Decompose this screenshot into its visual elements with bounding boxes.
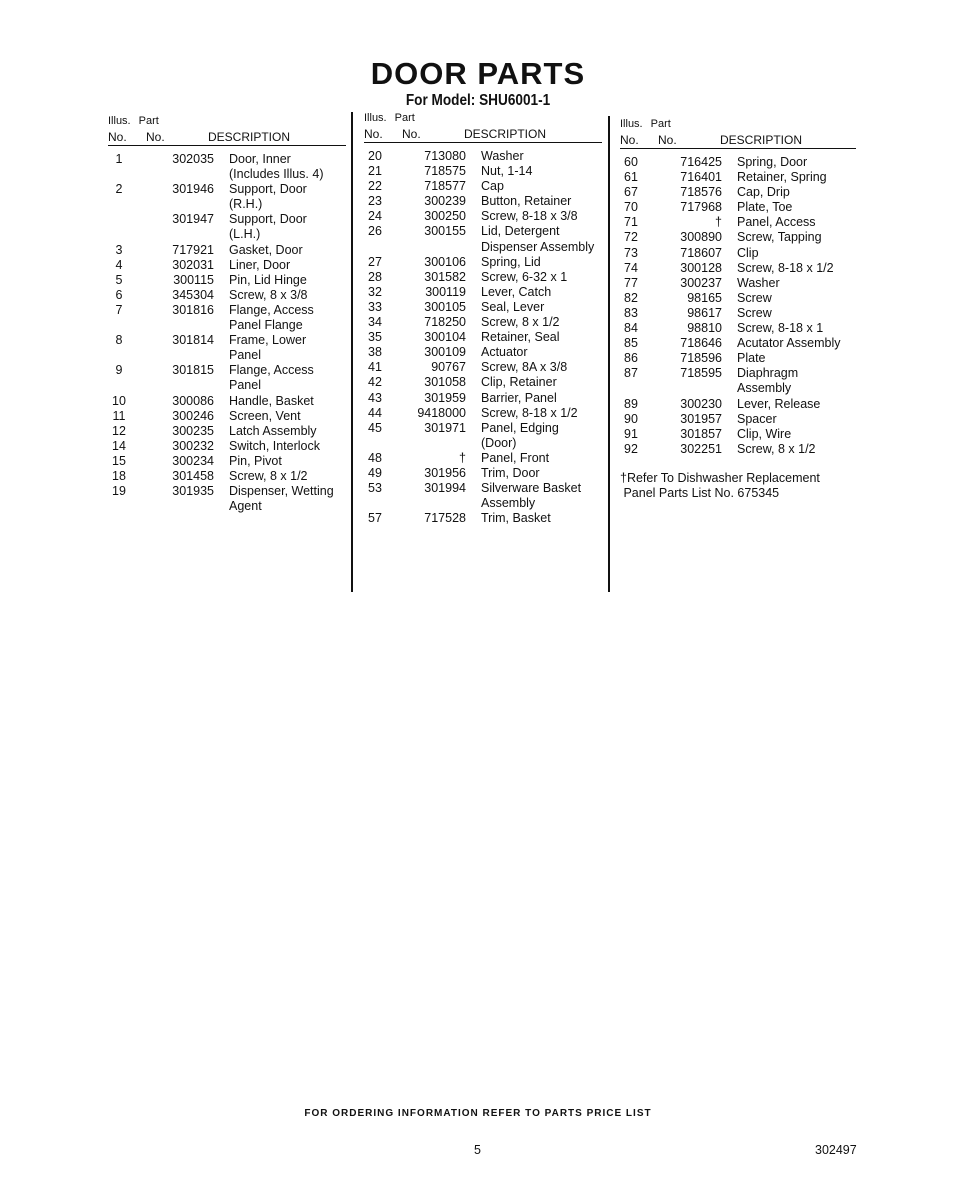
illus-number: 38 (368, 345, 382, 360)
illus-number: 44 (368, 405, 382, 420)
illus-number: 86 (624, 351, 638, 366)
illus-number: 61 (624, 170, 638, 185)
table-row (108, 182, 346, 212)
illus-number: 43 (368, 390, 382, 405)
part-description: (Door) (481, 435, 517, 450)
part-description: Panel (229, 348, 261, 363)
part-no-label: No. (402, 127, 421, 141)
part-number: 718646 (680, 336, 722, 351)
illus-number: 12 (112, 423, 126, 438)
column-header (108, 129, 346, 146)
illus-number: 83 (624, 305, 638, 320)
table-row (620, 412, 856, 427)
part-number: 300104 (424, 330, 466, 345)
part-label: Part (394, 112, 415, 124)
illus-number: 90 (624, 411, 638, 426)
part-number: 301957 (680, 411, 722, 426)
illus-number: 73 (624, 245, 638, 260)
part-description: Screw, 6-32 x 1 (481, 269, 568, 284)
part-description: Assembly (737, 381, 792, 396)
part-description: Flange, Access (229, 363, 314, 378)
illus-number: 23 (368, 194, 382, 209)
parts-rows (108, 152, 346, 514)
table-row (364, 179, 602, 194)
table-row (620, 185, 856, 200)
part-description: Lever, Release (737, 396, 821, 411)
illus-number: 32 (368, 284, 382, 299)
part-description: Screw, Tapping (737, 230, 822, 245)
part-number: 301815 (172, 363, 214, 378)
part-number: 713080 (424, 149, 466, 163)
illus-number: 41 (368, 360, 382, 375)
table-row (620, 442, 856, 457)
part-description: Silverware Basket (481, 481, 582, 496)
part-number: 302031 (172, 257, 214, 272)
illus-number: 70 (624, 200, 638, 215)
no-label: No. (620, 133, 639, 147)
part-number: 718577 (424, 179, 466, 194)
part-number: 300246 (172, 408, 214, 423)
ordering-info-footer: FOR ORDERING INFORMATION REFER TO PARTS PRICE LIST (304, 1108, 652, 1119)
table-row (108, 288, 346, 303)
table-row (108, 484, 346, 514)
table-row (108, 152, 346, 182)
part-number: 301947 (172, 212, 214, 227)
table-row (620, 427, 856, 442)
illus-number: 27 (368, 254, 382, 269)
table-row (108, 409, 346, 424)
table-row (364, 330, 602, 345)
part-number: 300232 (172, 438, 214, 453)
table-row (364, 164, 602, 179)
illus-number: 67 (624, 185, 638, 200)
part-description: Spring, Door (737, 155, 808, 169)
part-description: Screen, Vent (229, 408, 301, 423)
part-description: Diaphragm (737, 366, 799, 381)
illus-number: 42 (368, 375, 382, 390)
column-header-top (364, 111, 602, 126)
illus-number: 77 (624, 275, 638, 290)
illus-number: 35 (368, 330, 382, 345)
table-row (620, 397, 856, 412)
illus-number: 48 (368, 450, 382, 465)
part-number: 300115 (173, 272, 214, 287)
illus-number: 3 (115, 242, 123, 257)
part-description: Door, Inner (229, 152, 291, 166)
illus-number: 34 (368, 315, 382, 330)
part-description: Nut, 1-14 (481, 164, 533, 179)
table-row (364, 255, 602, 270)
table-row (620, 230, 856, 245)
no-label: No. (108, 130, 127, 144)
illus-number: 5 (115, 272, 123, 287)
part-number: 300237 (680, 275, 722, 290)
part-number: 98165 (687, 290, 722, 305)
illus-number: 18 (112, 468, 126, 483)
illus-number: 57 (368, 511, 382, 526)
part-description: Panel (229, 378, 261, 393)
part-description: Screw (737, 305, 772, 320)
part-number: 301956 (424, 465, 466, 480)
illus-number: 92 (624, 441, 638, 456)
part-description: Clip, Retainer (481, 375, 557, 390)
part-description: Screw (737, 290, 772, 305)
part-number: 302251 (680, 441, 722, 456)
part-description: Button, Retainer (481, 194, 572, 209)
illus-number: 10 (112, 393, 126, 408)
illus-number: 11 (112, 408, 126, 423)
part-description: Actuator (481, 345, 528, 360)
illus-number: 53 (368, 481, 382, 496)
illus-number: 7 (115, 302, 123, 317)
part-description: Panel, Access (737, 215, 816, 230)
table-row (108, 454, 346, 469)
part-number: 300155 (424, 224, 466, 239)
illus-number: 24 (368, 209, 382, 224)
part-number: 300230 (680, 396, 722, 411)
part-description: Handle, Basket (229, 393, 314, 408)
illus-number: 89 (624, 396, 638, 411)
parts-rows (364, 149, 602, 526)
illus-number: 9 (115, 363, 123, 378)
part-number: 716425 (680, 155, 722, 169)
part-number: 300235 (172, 423, 214, 438)
document-number: 302497 (815, 1143, 857, 1157)
table-row (108, 394, 346, 409)
part-description: Lever, Catch (481, 284, 552, 299)
part-number: 300106 (424, 254, 466, 269)
column-divider (608, 116, 610, 592)
table-row (620, 246, 856, 261)
part-description: Washer (737, 275, 780, 290)
part-number: 300234 (172, 453, 214, 468)
part-number: 718596 (680, 351, 722, 366)
table-row (620, 276, 856, 291)
table-row (108, 212, 346, 242)
part-description: Screw, 8-18 x 1/2 (481, 405, 578, 420)
illus-number: 74 (624, 260, 638, 275)
table-row (108, 273, 346, 288)
part-number: 301458 (172, 468, 214, 483)
part-number: 301058 (424, 375, 466, 390)
table-row (108, 469, 346, 484)
part-description: Liner, Door (229, 257, 291, 272)
part-description: Screw, 8 x 1/2 (481, 315, 560, 330)
part-number: 718575 (424, 164, 466, 179)
parts-column-1 (108, 114, 346, 514)
table-row (364, 315, 602, 330)
part-number: 90767 (431, 360, 466, 375)
part-number: 300250 (424, 209, 466, 224)
part-no-label: No. (146, 130, 165, 144)
table-row (364, 466, 602, 481)
part-number: 301935 (172, 484, 214, 499)
part-number: 345304 (172, 287, 214, 302)
part-label: Part (650, 118, 671, 130)
part-description: Panel, Front (481, 450, 550, 465)
part-number: 300086 (172, 393, 214, 408)
table-row (364, 300, 602, 315)
table-row (364, 375, 602, 390)
parts-column-3 (620, 117, 856, 501)
part-description: Screw, 8-18 x 1/2 (737, 260, 834, 275)
part-label: Part (138, 115, 159, 127)
part-number: 717921 (172, 242, 214, 257)
column-header-top (108, 114, 346, 129)
part-description: Screw, 8 x 1/2 (229, 468, 308, 483)
part-description: Panel, Edging (481, 420, 559, 435)
table-row (620, 366, 856, 396)
part-no-label: No. (658, 133, 677, 147)
part-description: Barrier, Panel (481, 390, 557, 405)
footnote-line: Panel Parts List No. 675345 (620, 485, 780, 500)
part-description: (Includes Illus. 4) (229, 167, 324, 182)
part-number: 716401 (680, 170, 722, 185)
part-number: 9418000 (417, 405, 466, 420)
part-description: Cap (481, 179, 504, 194)
model-subtitle: For Model: SHU6001-1 (405, 92, 551, 109)
part-number: 300128 (680, 260, 722, 275)
part-description: (R.H.) (229, 197, 263, 212)
illus-number: 19 (112, 484, 126, 499)
part-description: Pin, Pivot (229, 453, 282, 468)
part-number: 301994 (424, 481, 466, 496)
part-description: Gasket, Door (229, 242, 303, 257)
part-number: 718250 (424, 315, 466, 330)
illus-label: Illus. (108, 115, 131, 127)
part-number: 718576 (680, 185, 722, 200)
part-description: Trim, Door (481, 465, 540, 480)
part-number: † (459, 450, 466, 465)
part-number: 98617 (687, 305, 722, 320)
part-number: 301946 (172, 182, 214, 197)
table-row (620, 261, 856, 276)
table-row (364, 149, 602, 164)
part-number: 301814 (172, 333, 214, 348)
table-row (620, 336, 856, 351)
table-row (364, 224, 602, 254)
part-number: 718595 (680, 366, 722, 381)
illus-number: 4 (115, 257, 123, 272)
part-number: 717528 (424, 511, 466, 526)
illus-number: 26 (368, 224, 382, 239)
part-number: 300105 (424, 299, 466, 314)
page-title: DOOR PARTS (370, 56, 586, 91)
part-number: 301582 (424, 269, 466, 284)
part-number: 301857 (680, 426, 722, 441)
part-description: Acutator Assembly (737, 336, 841, 351)
table-row (620, 215, 856, 230)
page-number: 5 (474, 1143, 481, 1157)
part-description: Retainer, Spring (737, 170, 827, 185)
part-description: Dispenser, Wetting (229, 484, 334, 499)
illus-number: 2 (115, 182, 123, 197)
part-description: Plate, Toe (737, 200, 793, 215)
illus-number: 72 (624, 230, 638, 245)
part-description: Flange, Access (229, 302, 314, 317)
part-description: Retainer, Seal (481, 330, 560, 345)
illus-number: 60 (624, 155, 638, 169)
part-description: Support, Door (229, 212, 307, 227)
illus-label: Illus. (620, 118, 643, 130)
part-number: † (715, 215, 722, 230)
part-number: 300890 (680, 230, 722, 245)
part-description: Screw, 8 x 1/2 (737, 441, 816, 456)
illus-number: 85 (624, 336, 638, 351)
table-row (108, 243, 346, 258)
part-description: Support, Door (229, 182, 307, 197)
part-number: 300109 (424, 345, 466, 360)
table-row (108, 333, 346, 363)
part-number: 302035 (172, 152, 214, 166)
table-row (108, 258, 346, 273)
illus-number: 87 (624, 366, 638, 381)
part-number: 300239 (424, 194, 466, 209)
table-row (364, 194, 602, 209)
column-divider (351, 112, 353, 592)
part-description: Screw, 8A x 3/8 (481, 360, 568, 375)
table-row (620, 351, 856, 366)
part-description: Trim, Basket (481, 511, 551, 526)
illus-number: 71 (624, 215, 638, 230)
illus-number: 91 (624, 426, 638, 441)
part-description: Clip (737, 245, 759, 260)
table-row (620, 291, 856, 306)
illus-number: 22 (368, 179, 382, 194)
part-number: 300119 (425, 284, 466, 299)
part-description: Plate (737, 351, 766, 366)
table-row (620, 306, 856, 321)
table-row (364, 451, 602, 466)
table-row (364, 421, 602, 451)
table-row (620, 321, 856, 336)
column-header (364, 126, 602, 143)
illus-number: 84 (624, 321, 638, 336)
table-row (108, 363, 346, 393)
part-description: Washer (481, 149, 524, 163)
part-number: 718607 (680, 245, 722, 260)
table-row (364, 360, 602, 375)
part-description: Latch Assembly (229, 423, 317, 438)
table-row (108, 439, 346, 454)
part-number: 98810 (687, 321, 722, 336)
parts-rows (620, 155, 856, 457)
table-row (364, 285, 602, 300)
table-row (364, 270, 602, 285)
illus-number: 8 (115, 333, 123, 348)
footnote-line: †Refer To Dishwasher Replacement (620, 470, 820, 485)
part-number: 301816 (172, 302, 214, 317)
part-description: Lid, Detergent (481, 224, 560, 239)
table-row (364, 511, 602, 526)
table-row (620, 200, 856, 215)
illus-label: Illus. (364, 112, 387, 124)
parts-column-2 (364, 111, 602, 526)
part-description: Screw, 8 x 3/8 (229, 287, 308, 302)
table-row (620, 170, 856, 185)
illus-number: 49 (368, 465, 382, 480)
part-description: Spring, Lid (481, 254, 541, 269)
column-header-top (620, 117, 856, 132)
table-row (364, 481, 602, 511)
table-row (364, 209, 602, 224)
table-row (364, 406, 602, 421)
description-label: DESCRIPTION (208, 130, 291, 144)
part-description: Seal, Lever (481, 299, 545, 314)
column-header (620, 132, 856, 149)
part-description: Screw, 8-18 x 1 (737, 321, 824, 336)
illus-number: 28 (368, 269, 382, 284)
illus-number: 21 (368, 164, 382, 179)
description-label: DESCRIPTION (720, 133, 803, 147)
part-description: Cap, Drip (737, 185, 790, 200)
part-description: Screw, 8-18 x 3/8 (481, 209, 578, 224)
no-label: No. (364, 127, 383, 141)
part-number: 717968 (680, 200, 722, 215)
illus-number: 33 (368, 299, 382, 314)
part-description: Switch, Interlock (229, 438, 321, 453)
part-description: Pin, Lid Hinge (229, 272, 307, 287)
part-description: Assembly (481, 496, 536, 511)
illus-number: 6 (115, 287, 123, 302)
footnote (620, 471, 856, 501)
part-description: Dispenser Assembly (481, 239, 595, 254)
illus-number: 1 (115, 152, 123, 166)
part-number: 301959 (424, 390, 466, 405)
part-description: Clip, Wire (737, 426, 792, 441)
part-description: Agent (229, 499, 262, 514)
part-description: Panel Flange (229, 318, 303, 333)
table-row (108, 424, 346, 439)
part-description: (L.H.) (229, 227, 261, 242)
table-row (620, 155, 856, 170)
part-number: 301971 (424, 420, 466, 435)
part-description: Spacer (737, 411, 777, 426)
table-row (364, 345, 602, 360)
illus-number: 14 (112, 438, 126, 453)
description-label: DESCRIPTION (464, 127, 547, 141)
table-row (108, 303, 346, 333)
part-description: Frame, Lower (229, 333, 307, 348)
illus-number: 45 (368, 420, 382, 435)
illus-number: 82 (624, 290, 638, 305)
illus-number: 20 (368, 149, 382, 163)
table-row (364, 391, 602, 406)
illus-number: 15 (112, 453, 126, 468)
